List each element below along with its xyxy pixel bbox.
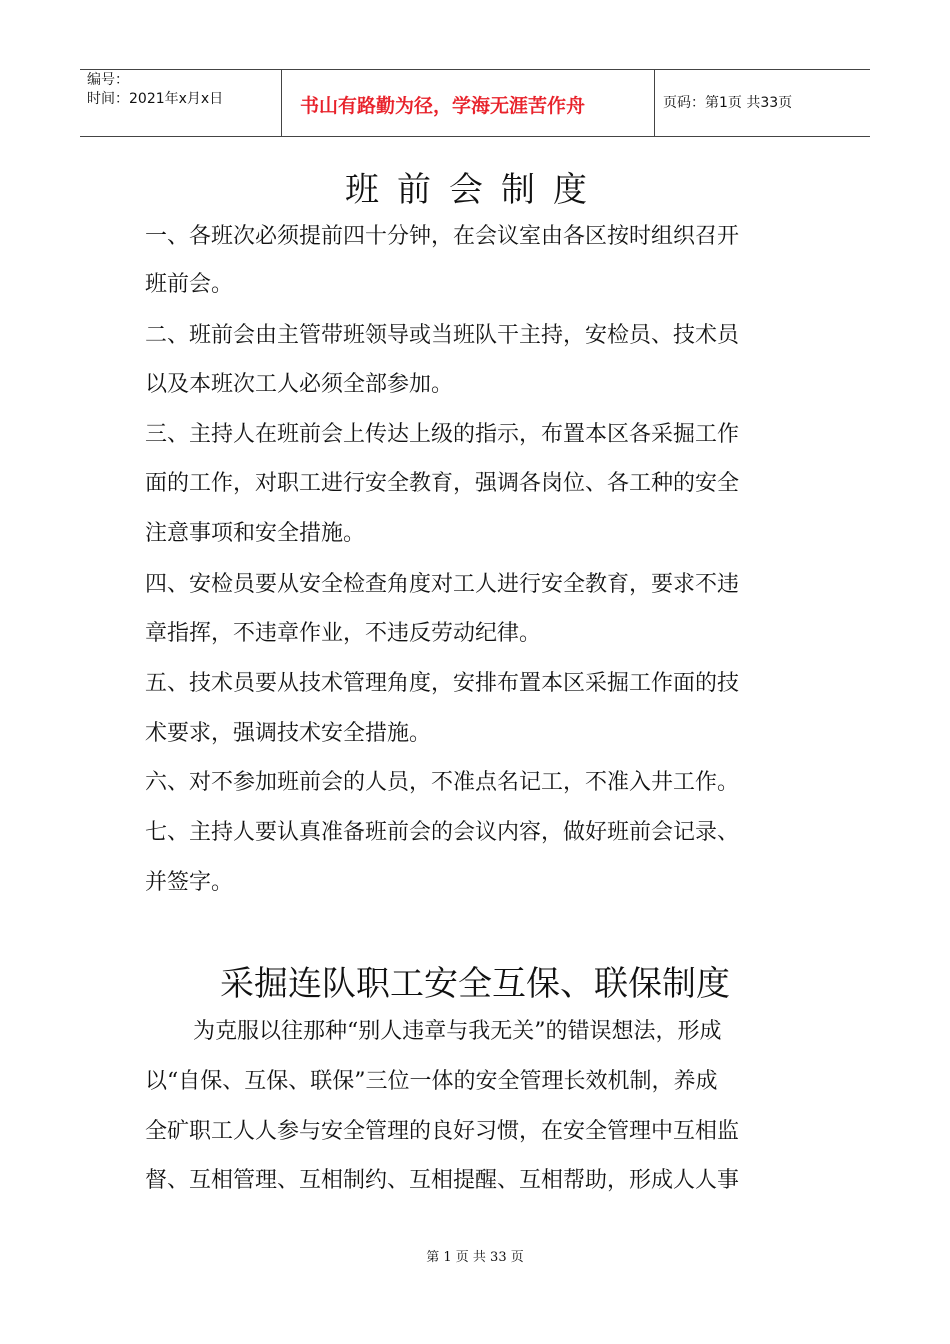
section1-line: 六、对不参加班前会的人员，不准点名记工，不准入井工作。 xyxy=(145,770,740,795)
section2-line: 以“自保、互保、联保”三位一体的安全管理长效机制，养成 xyxy=(145,1069,718,1094)
section2-line: 督、互相管理、互相制约、互相提醒、互相帮助，形成人人事 xyxy=(145,1168,740,1193)
section1-line: 章指挥，不违章作业，不违反劳动纪律。 xyxy=(145,621,542,646)
section1-title: 班前会制度 xyxy=(345,170,605,210)
section1-line: 术要求，强调技术安全措施。 xyxy=(145,721,432,746)
section1-line: 注意事项和安全措施。 xyxy=(145,521,366,546)
page-footer: 第 1 页 共 33 页 xyxy=(426,1250,524,1265)
header-top-border xyxy=(80,69,870,70)
section2-line: 全矿职工人人参与安全管理的良好习惯，在安全管理中互相监 xyxy=(145,1119,740,1144)
section2-title: 采掘连队职工安全互保、联保制度 xyxy=(220,964,730,1004)
section1-line: 并签字。 xyxy=(145,870,234,895)
header-bottom-border xyxy=(80,136,870,137)
header-divider-left xyxy=(281,69,282,136)
section1-line: 七、主持人要认真准备班前会的会议内容，做好班前会记录、 xyxy=(145,820,740,845)
section1-line: 二、班前会由主管带班领导或当班队干主持，安检员、技术员 xyxy=(145,323,740,348)
section1-line: 一、各班次必须提前四十分钟，在会议室由各区按时组织召开 xyxy=(145,224,740,249)
section1-line: 班前会。 xyxy=(145,272,234,297)
header-page-info: 页码：第1页 共33页 xyxy=(663,95,793,111)
header-number-label: 编号： xyxy=(87,72,129,88)
header-divider-right xyxy=(654,69,655,136)
section1-line: 五、技术员要从技术管理角度，安排布置本区采掘工作面的技 xyxy=(145,671,740,696)
section1-line: 四、安检员要从安全检查角度对工人进行安全教育，要求不违 xyxy=(145,572,740,597)
header-motto: 书山有路勤为径，学海无涯苦作舟 xyxy=(300,95,586,117)
section2-line: 为克服以往那种“别人违章与我无关”的错误想法，形成 xyxy=(193,1019,722,1044)
header-time-label: 时间：2021年x月x日 xyxy=(87,91,224,107)
section1-line: 面的工作，对职工进行安全教育，强调各岗位、各工种的安全 xyxy=(145,471,740,496)
section1-line: 三、主持人在班前会上传达上级的指示，布置本区各采掘工作 xyxy=(145,422,740,447)
section1-line: 以及本班次工人必须全部参加。 xyxy=(145,372,454,397)
